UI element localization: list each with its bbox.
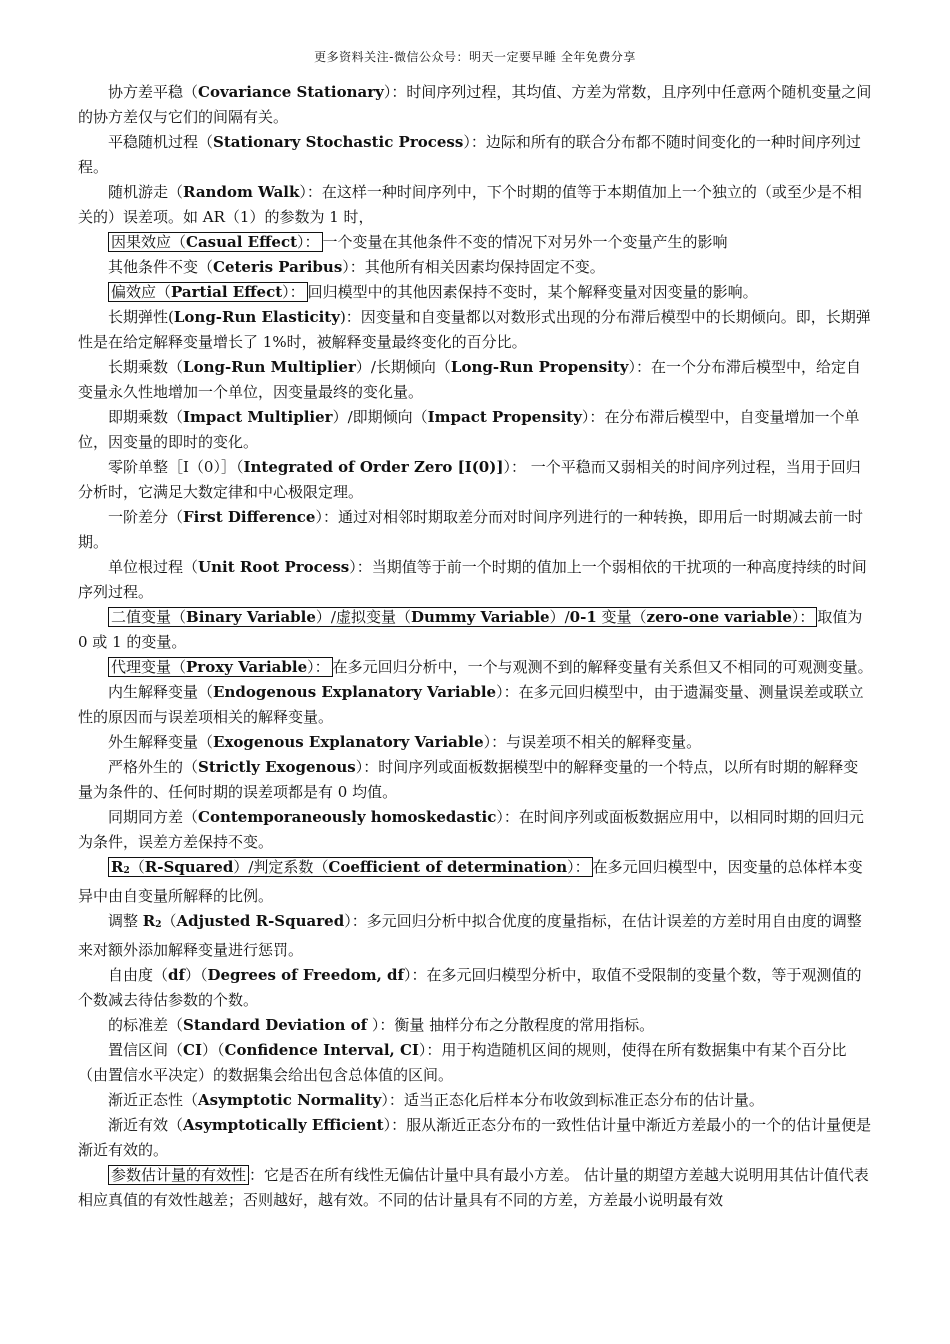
glossary-entry-covariance-stationary: 协方差平稳（Covariance Stationary）：时间序列过程，其均值、方差为常数，且序列中任意两个随机变量之间的协方差仅与它们的间隔有关。 [78,83,872,126]
glossary-entry-adjusted-r-squared: 调整 $R_2(Adjusted$ R-Squared）：多元回归分析中拟合优度的度量指标，在估计误差的方差时用自由度的调整来对额外添加解释变量进行惩罚。 [78,912,862,959]
glossary-entry-degrees-of-freedom: 自由度（df）（Degrees of Freedom, df）：在多元回归模型分析中，取值不受限制的变量个数，等于观测值的个数减去待估参数的个数。 [78,966,862,1009]
glossary-entry-contemporaneously-homoskedastic: 同期同方差（Contemporaneously homoskedastic）：在时间序列或面板数据应用中，以相同时期的回归元为条件，误差方差保持不变。 [78,808,864,851]
boxed-term: 二值变量（Binary Variable）/虚拟变量（Dummy Variable）/0-1 变量（zero-one variable）： [108,607,817,627]
glossary-entry-impact-multiplier: 即期乘数（Impact Multiplier）/即期倾向（Impact Propensity）：在分布滞后模型中，自变量增加一个单位，因变量的即时的变化。 [78,408,860,451]
glossary-entry-long-run-elasticity: 长期弹性(Long-Run Elasticity)：因变量和自变量都以对数形式出现的分布滞后模型中的长期倾向。即，长期弹性是在给定解释变量增长了 1%时，被解释变量最终变化的百分比。 [78,308,871,351]
glossary-entry-asymptotically-efficient: 渐近有效（Asymptotically Efficient）：服从渐近正态分布的一致性估计量中渐近方差最小的一个的估计量便是渐近有效的。 [78,1116,872,1159]
glossary-entry-asymptotic-normality: 渐近正态性（Asymptotic Normality）：适当正态化后样本分布收敛到标准正态分布的估计量。 [108,1091,764,1109]
boxed-term: $R_2(R-Squared)/$判定系数（Coefficient of determination）： [108,857,593,877]
glossary-entry-binary-variable: 二值变量（Binary Variable）/虚拟变量（Dummy Variable）/0-1 变量（zero-one variable）： 取值为 0 或 1 的变量。 [78,608,863,651]
glossary-entry-ceteris-paribus: 其他条件不变（Ceteris Paribus）：其他所有相关因素均保持固定不变。 [108,258,605,276]
glossary-entry-endogenous-explanatory-variable: 内生解释变量（Endogenous Explanatory Variable）：在多元回归模型中，由于遗漏变量、测量误差或联立性的原因而与误差项相关的解释变量。 [78,683,864,726]
glossary-entry-long-run-multiplier: 长期乘数（Long-Run Multiplier）/长期倾向（Long-Run Propensity）：在一个分布滞后模型中，给定自变量永久性地增加一个单位，因变量最终的变化量。 [78,358,862,401]
page-header: 更多资料关注-微信公众号：明天一定要早睡 全年免费分享 [314,50,636,64]
glossary-entry-random-walk: 随机游走（Random Walk）：在这样一种时间序列中，下个时期的值等于本期值加上一个独立的（或至少是不相关的）误差项。如 AR（1）的参数为 1 时， [78,183,862,226]
glossary-entry-standard-deviation: 的标准差（Standard Deviation of ）：衡量 抽样分布之分散程度的常用指标。 [108,1016,655,1034]
glossary-entry-unit-root-process: 单位根过程（Unit Root Process）：当期值等于前一个时期的值加上一个弱相依的干扰项的一种高度持续的时间序列过程。 [78,558,867,601]
glossary-entry-stationary-stochastic-process: 平稳随机过程（Stationary Stochastic Process）：边际和所有的联合分布都不随时间变化的一种时间序列过程。 [78,133,861,176]
boxed-term: 参数估计量的有效性 [108,1165,249,1185]
glossary-entry-exogenous-explanatory-variable: 外生解释变量（Exogenous Explanatory Variable）：与误差项不相关的解释变量。 [108,733,702,751]
glossary-entry-partial-effect: 偏效应（Partial Effect）： 回归模型中的其他因素保持不变时，某个解释变量对因变量的影响。 [78,280,873,305]
glossary-entry-estimator-efficiency: 参数估计量的有效性 ：它是否在所有线性无偏估计量中具有最小方差。 估计量的期望方差越大说明用其估计值代表相应真值的有效性越差；否则越好，越有效。不同的估计量具有不同的方差，方差最小说明最有效 [78,1166,869,1209]
glossary-entry-integrated-order-zero: 零阶单整［I（0）］（Integrated of Order Zero [I(0)]）： 一个平稳而又弱相关的时间序列过程，当用于回归分析时，它满足大数定律和中心极限定理。 [78,458,861,501]
glossary-entry-proxy-variable: 代理变量（Proxy Variable）： 在多元回归分析中，一个与观测不到的解释变量有关系但又不相同的可观测变量。 [78,655,873,680]
glossary-entry-r-squared: $R_2(R-Squared)/$判定系数（Coefficient of determination）： 在多元回归模型中，因变量的总体样本变异中由自变量所解释的比例。 [78,858,863,905]
glossary-entry-first-difference: 一阶差分（First Difference）：通过对相邻时期取差分而对时间序列进行的一种转换，即用后一时期减去前一时期。 [78,508,863,551]
glossary-entry-casual-effect: 因果效应（Casual Effect）： 一个变量在其他条件不变的情况下对另外一个变量产生的影响 [78,230,873,255]
boxed-term: 代理变量（Proxy Variable）： [108,657,333,677]
boxed-term: 偏效应（Partial Effect）： [108,282,308,302]
glossary-entry-confidence-interval: 置信区间（CI）（Confidence Interval, CI）：用于构造随机区间的规则，使得在所有数据集中有某个百分比（由置信水平决定）的数据集会给出包含总体值的区间。 [78,1041,847,1084]
glossary-body [78,80,873,1213]
glossary-entry-strictly-exogenous: 严格外生的（Strictly Exogenous）：时间序列或面板数据模型中的解释变量的一个特点，以所有时期的解释变量为条件的、任何时期的误差项都是有 0 均值。 [78,758,859,801]
boxed-term: 因果效应（Casual Effect）： [108,232,323,252]
